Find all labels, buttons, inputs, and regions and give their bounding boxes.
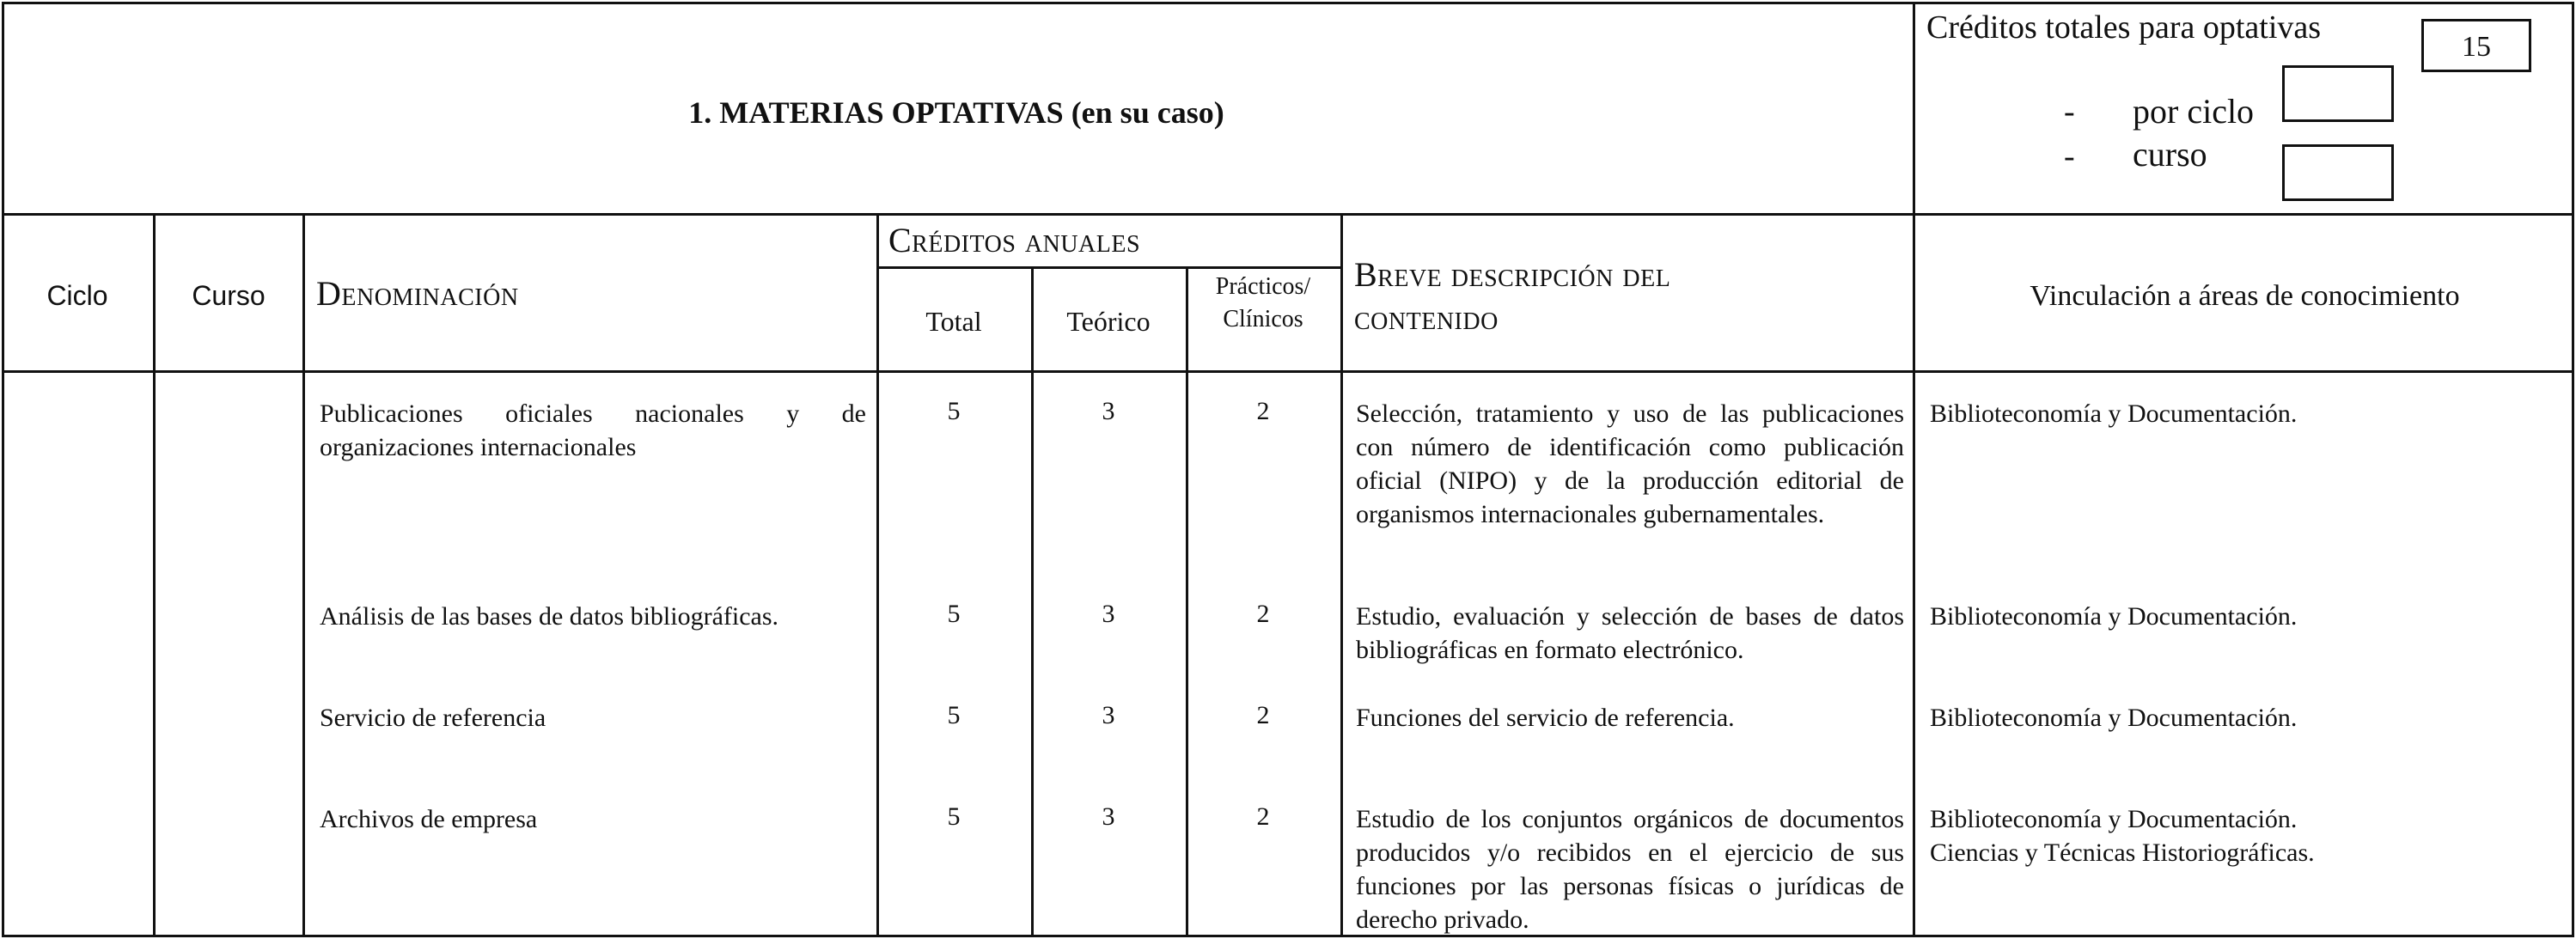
row4-denominacion: Archivos de empresa (320, 805, 538, 833)
row4-total: 5 (947, 802, 961, 831)
curso-box (2282, 144, 2394, 201)
row2-vinculacion: Biblioteconomía y Documentación. (1930, 602, 2298, 631)
row3-descripcion: Funciones del servicio de referencia. (1356, 704, 1735, 732)
por-ciclo-box (2282, 65, 2394, 122)
por-ciclo-label: por ciclo (2133, 92, 2255, 131)
row1-teorico: 3 (1102, 397, 1115, 425)
header-descripcion-line1: Breve descripción del (1354, 255, 1671, 294)
row4-practicos: 2 (1256, 802, 1270, 831)
header-practicos-line1: Prácticos/ (1215, 273, 1311, 300)
row3-total: 5 (947, 701, 961, 729)
section-title: 1. MATERIAS OPTATIVAS (en su caso) (688, 95, 1224, 130)
row1-descripcion: Selección, tratamiento y uso de las publicaciones con número de identificación como publicación oficial (NIPO) y de la producción editorial de organismos internacionales gubernamentales. (1356, 399, 1904, 528)
panel-divider (1913, 2, 1915, 937)
row2-descripcion: Estudio, evaluación y selección de bases de datos bibliográficas en formato electrónico. (1356, 602, 1904, 664)
row2-practicos: 2 (1256, 600, 1270, 628)
row4-teorico: 3 (1102, 802, 1115, 831)
creditos-subdivider (876, 266, 1343, 269)
column-header-divider (2, 370, 2574, 373)
credits-total-label: Créditos totales para optativas (1926, 9, 2322, 46)
row2-denominacion: Análisis de las bases de datos bibliográficas. (320, 602, 779, 631)
row1-practicos: 2 (1256, 397, 1270, 425)
row1-total: 5 (947, 397, 961, 425)
row1-denominacion: Publicaciones oficiales nacionales y de organizaciones internacionales (320, 399, 866, 461)
col-divider-curso (302, 213, 305, 937)
curso-label: curso (2133, 135, 2207, 174)
row4-vinculacion-line2: Ciencias y Técnicas Historiográficas. (1930, 838, 2315, 867)
row3-practicos: 2 (1256, 701, 1270, 729)
header-curso: Curso (192, 280, 266, 311)
header-descripcion-line2: contenido (1354, 298, 1499, 337)
row4-vinculacion-line1: Biblioteconomía y Documentación. (1930, 805, 2298, 833)
row3-denominacion: Servicio de referencia (320, 704, 546, 732)
row3-vinculacion: Biblioteconomía y Documentación. (1930, 704, 2298, 732)
row2-total: 5 (947, 600, 961, 628)
row3-teorico: 3 (1102, 701, 1115, 729)
col-divider-creditos (1340, 213, 1343, 937)
row4-descripcion: Estudio de los conjuntos orgánicos de documentos producidos y/o recibidos en el ejercicio de sus funciones por las personas físicas o jurídicas de derecho privado. (1356, 805, 1904, 934)
dash-curso: - (2064, 138, 2075, 174)
header-denominacion: Denominación (316, 274, 519, 313)
row1-vinculacion: Biblioteconomía y Documentación. (1930, 399, 2298, 428)
header-creditos-anuales: Créditos anuales (888, 221, 1141, 259)
header-vinculacion: Vinculación a áreas de conocimiento (2030, 280, 2460, 312)
row2-teorico: 3 (1102, 600, 1115, 628)
header-ciclo: Ciclo (46, 280, 108, 311)
col-divider-ciclo (153, 213, 156, 937)
header-practicos-line2: Clínicos (1223, 306, 1303, 332)
header-total: Total (925, 306, 982, 337)
header-teorico: Teórico (1066, 306, 1151, 337)
credits-total-value: 15 (2462, 31, 2491, 63)
header-divider (2, 213, 2574, 216)
dash-ciclo: - (2064, 94, 2075, 130)
